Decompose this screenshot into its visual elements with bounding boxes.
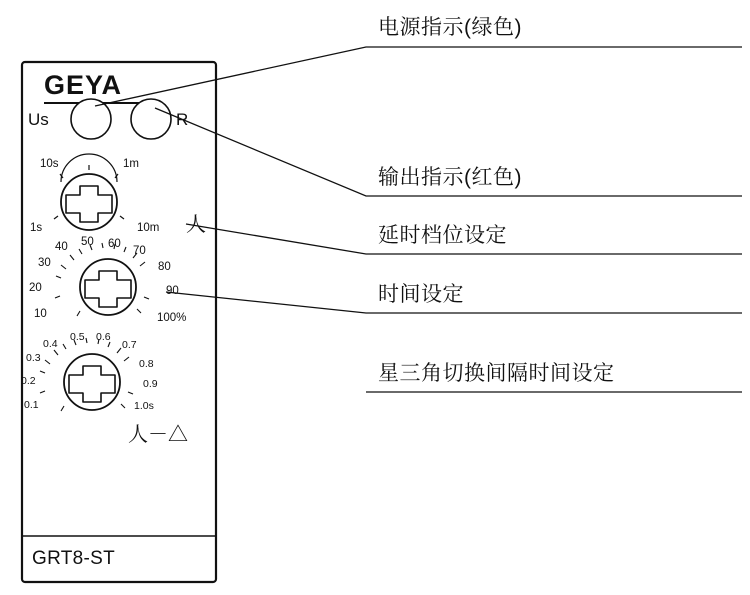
range-dial-tick: 10m bbox=[137, 222, 160, 234]
star-symbol: 人 bbox=[186, 214, 206, 236]
time-dial-tick: 80 bbox=[158, 261, 171, 273]
power-led-label: Us bbox=[28, 110, 49, 129]
star-delta-dial-tick: 0.2 bbox=[21, 375, 36, 387]
star-delta-dial-tick: 0.3 bbox=[26, 352, 41, 364]
time-dial-tick: 60 bbox=[108, 238, 121, 250]
time-dial-tick: 70 bbox=[133, 245, 146, 257]
output-led bbox=[131, 99, 171, 139]
star-delta-dial-tick: 0.8 bbox=[139, 358, 154, 370]
star-delta-symbol: 人－△ bbox=[128, 424, 188, 446]
time-dial-tick: 100% bbox=[157, 312, 187, 324]
callout-time-setting: 时间设定 bbox=[378, 283, 464, 306]
range-dial-tick: 1m bbox=[123, 158, 139, 170]
time-dial-tick: 10 bbox=[34, 308, 47, 320]
range-dial-tick: 10s bbox=[40, 158, 59, 170]
star-delta-dial-tick: 0.9 bbox=[143, 378, 158, 390]
star-delta-dial-tick: 0.6 bbox=[96, 331, 111, 343]
callout-star-delta-interval-setting: 星三角切换间隔时间设定 bbox=[378, 362, 615, 385]
star-delta-dial-tick: 0.1 bbox=[24, 399, 39, 411]
brand-logo: GEYA bbox=[44, 70, 123, 100]
output-led-label: R bbox=[176, 110, 189, 129]
device-body bbox=[22, 62, 216, 582]
time-dial-tick: 20 bbox=[29, 282, 42, 294]
time-dial-tick: 30 bbox=[38, 257, 51, 269]
star-delta-dial-tick: 0.4 bbox=[43, 338, 58, 350]
range-dial-tick: 1s bbox=[30, 222, 43, 234]
star-delta-dial-tick: 0.5 bbox=[70, 331, 85, 343]
time-dial-tick: 40 bbox=[55, 241, 68, 253]
time-dial-tick: 90 bbox=[166, 285, 179, 297]
callout-power-indicator: 电源指示(绿色) bbox=[378, 16, 522, 39]
callout-output-indicator: 输出指示(红色) bbox=[378, 166, 522, 189]
power-led bbox=[71, 99, 111, 139]
star-delta-dial-tick: 0.7 bbox=[122, 339, 137, 351]
model-label: GRT8-ST bbox=[32, 548, 116, 569]
callout-delay-range-setting: 延时档位设定 bbox=[378, 224, 507, 247]
star-delta-dial-tick: 1.0s bbox=[134, 400, 154, 412]
time-dial-tick: 50 bbox=[81, 236, 94, 248]
